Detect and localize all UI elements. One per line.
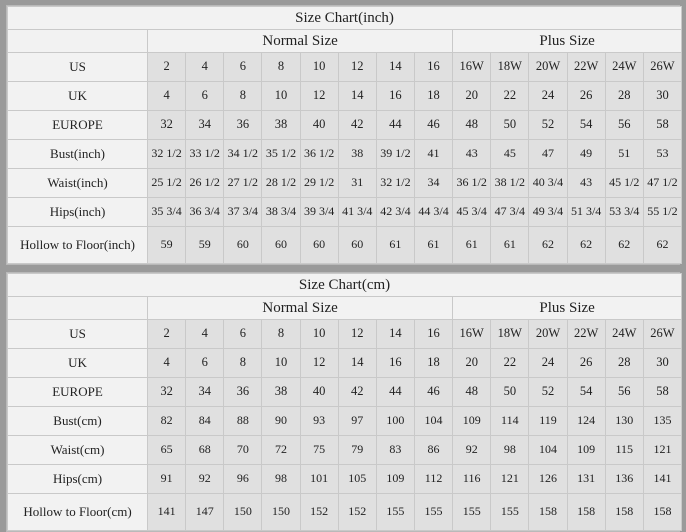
table-cell: 158 [529, 494, 567, 531]
table-cell: 24W [605, 320, 643, 349]
table-cell: 38 3/4 [262, 198, 300, 227]
table-cell: 34 [186, 111, 224, 140]
table-cell: 150 [262, 494, 300, 531]
table-cell: 131 [567, 465, 605, 494]
table-row [8, 378, 682, 407]
table-cell: 155 [491, 494, 529, 531]
table-cell: 52 [529, 111, 567, 140]
table-cell: 34 [414, 169, 452, 198]
table-cell: 155 [376, 494, 414, 531]
table-cell: 104 [529, 436, 567, 465]
table-row [8, 465, 682, 494]
table-cell: 36 1/2 [300, 140, 338, 169]
table-cell: 135 [643, 407, 681, 436]
table-cell: 27 1/2 [224, 169, 262, 198]
table-cell: 18 [414, 349, 452, 378]
table-cell: 121 [491, 465, 529, 494]
table-cell: 51 3/4 [567, 198, 605, 227]
chart-title: Size Chart(cm) [8, 274, 682, 297]
table-cell: 16W [453, 320, 491, 349]
row-label: Hollow to Floor(cm) [8, 494, 148, 531]
table-cell: 34 1/2 [224, 140, 262, 169]
table-cell: 59 [148, 227, 186, 264]
table-cell: 6 [186, 82, 224, 111]
table-cell: 109 [567, 436, 605, 465]
table-cell: 4 [148, 82, 186, 111]
table-cell: 49 3/4 [529, 198, 567, 227]
table-cell: 38 [338, 140, 376, 169]
table-cell: 62 [605, 227, 643, 264]
table-cell: 26W [643, 320, 681, 349]
table-cell: 100 [376, 407, 414, 436]
table-cell: 60 [338, 227, 376, 264]
table-cell: 136 [605, 465, 643, 494]
table-cell: 18W [491, 53, 529, 82]
table-cell: 93 [300, 407, 338, 436]
table-cell: 124 [567, 407, 605, 436]
table-cell: 24W [605, 53, 643, 82]
table-cell: 75 [300, 436, 338, 465]
table-cell: 60 [300, 227, 338, 264]
table-cell: 22W [567, 320, 605, 349]
table-cell: 62 [567, 227, 605, 264]
table-cell: 83 [376, 436, 414, 465]
table-cell: 43 [567, 169, 605, 198]
table-cell: 59 [186, 227, 224, 264]
row-label: Waist(inch) [8, 169, 148, 198]
table-cell: 61 [453, 227, 491, 264]
table-cell: 30 [643, 82, 681, 111]
table-cell: 40 [300, 111, 338, 140]
table-cell: 36 [224, 378, 262, 407]
table-cell: 39 3/4 [300, 198, 338, 227]
table-cell: 4 [186, 53, 224, 82]
table-cell: 29 1/2 [300, 169, 338, 198]
table-cell: 42 3/4 [376, 198, 414, 227]
table-cell: 56 [605, 378, 643, 407]
table-cell: 41 3/4 [338, 198, 376, 227]
row-label: Hollow to Floor(inch) [8, 227, 148, 264]
group-header-normal: Normal Size [148, 30, 453, 53]
table-cell: 6 [224, 53, 262, 82]
table-cell: 158 [605, 494, 643, 531]
table-cell: 72 [262, 436, 300, 465]
table-cell: 16 [376, 82, 414, 111]
table-row [8, 198, 682, 227]
table-cell: 119 [529, 407, 567, 436]
table-cell: 70 [224, 436, 262, 465]
table-cell: 36 [224, 111, 262, 140]
row-label: Waist(cm) [8, 436, 148, 465]
table-cell: 35 1/2 [262, 140, 300, 169]
table-cell: 130 [605, 407, 643, 436]
group-header-normal: Normal Size [148, 297, 453, 320]
table-cell: 98 [491, 436, 529, 465]
table-cell: 65 [148, 436, 186, 465]
table-cell: 68 [186, 436, 224, 465]
table-row [8, 169, 682, 198]
table-cell: 116 [453, 465, 491, 494]
table-cell: 91 [148, 465, 186, 494]
table-cell: 84 [186, 407, 224, 436]
table-cell: 150 [224, 494, 262, 531]
table-cell: 79 [338, 436, 376, 465]
table-cell: 62 [643, 227, 681, 264]
table-cell: 60 [224, 227, 262, 264]
table-cell: 39 1/2 [376, 140, 414, 169]
row-label: UK [8, 349, 148, 378]
table-cell: 52 [529, 378, 567, 407]
table-cell: 10 [300, 320, 338, 349]
table-cell: 38 1/2 [491, 169, 529, 198]
table-cell: 32 [148, 111, 186, 140]
table-cell: 20W [529, 53, 567, 82]
table-cell: 92 [453, 436, 491, 465]
table-cell: 16 [414, 320, 452, 349]
chart-title: Size Chart(inch) [8, 7, 682, 30]
row-label: Hips(cm) [8, 465, 148, 494]
table-cell: 14 [376, 53, 414, 82]
table-cell: 47 1/2 [643, 169, 681, 198]
table-cell: 32 [148, 378, 186, 407]
table-cell: 155 [453, 494, 491, 531]
table-cell: 62 [529, 227, 567, 264]
table-cell: 46 [414, 111, 452, 140]
table-cell: 16 [376, 349, 414, 378]
table-cell: 25 1/2 [148, 169, 186, 198]
table-cell: 48 [453, 111, 491, 140]
table-cell: 6 [186, 349, 224, 378]
table-cell: 147 [186, 494, 224, 531]
table-cell: 16W [453, 53, 491, 82]
group-header-plus: Plus Size [453, 297, 682, 320]
table-cell: 32 1/2 [148, 140, 186, 169]
table-row [8, 320, 682, 349]
table-row [8, 111, 682, 140]
table-cell: 30 [643, 349, 681, 378]
row-label: Bust(cm) [8, 407, 148, 436]
table-cell: 2 [148, 53, 186, 82]
table-cell: 109 [376, 465, 414, 494]
table-cell: 158 [643, 494, 681, 531]
table-cell: 121 [643, 436, 681, 465]
table-cell: 38 [262, 378, 300, 407]
table-cell: 45 1/2 [605, 169, 643, 198]
table-cell: 6 [224, 320, 262, 349]
table-cell: 28 [605, 82, 643, 111]
table-cell: 54 [567, 111, 605, 140]
table-cell: 88 [224, 407, 262, 436]
table-cell: 48 [453, 378, 491, 407]
table-cell: 104 [414, 407, 452, 436]
table-cell: 22 [491, 349, 529, 378]
table-cell: 54 [567, 378, 605, 407]
table-cell: 10 [262, 349, 300, 378]
table-cell: 50 [491, 378, 529, 407]
table-cell: 42 [338, 111, 376, 140]
table-cell: 18W [491, 320, 529, 349]
table-cell: 90 [262, 407, 300, 436]
size-chart-cm [6, 272, 680, 532]
table-cell: 86 [414, 436, 452, 465]
table-cell: 24 [529, 82, 567, 111]
table-cell: 46 [414, 378, 452, 407]
table-cell: 61 [376, 227, 414, 264]
table-cell: 35 3/4 [148, 198, 186, 227]
table-cell: 8 [224, 82, 262, 111]
group-header-plus: Plus Size [453, 30, 682, 53]
table-cell: 10 [300, 53, 338, 82]
table-cell: 37 3/4 [224, 198, 262, 227]
table-cell: 26 1/2 [186, 169, 224, 198]
table-cell: 126 [529, 465, 567, 494]
row-label: Hips(inch) [8, 198, 148, 227]
table-cell: 53 [643, 140, 681, 169]
table-cell: 44 [376, 378, 414, 407]
table-cell: 12 [300, 82, 338, 111]
table-cell: 61 [491, 227, 529, 264]
table-cell: 36 3/4 [186, 198, 224, 227]
table-cell: 45 3/4 [453, 198, 491, 227]
table-cell: 141 [148, 494, 186, 531]
table-cell: 20W [529, 320, 567, 349]
row-label: US [8, 53, 148, 82]
table-cell: 16 [414, 53, 452, 82]
table-cell: 105 [338, 465, 376, 494]
table-cell: 55 1/2 [643, 198, 681, 227]
table-cell: 61 [414, 227, 452, 264]
row-label: Bust(inch) [8, 140, 148, 169]
table-cell: 31 [338, 169, 376, 198]
table-row [8, 140, 682, 169]
row-label: EUROPE [8, 111, 148, 140]
table-cell: 109 [453, 407, 491, 436]
table-cell: 12 [300, 349, 338, 378]
table-cell: 115 [605, 436, 643, 465]
table-cell: 58 [643, 378, 681, 407]
table-cell: 44 3/4 [414, 198, 452, 227]
table-row [8, 436, 682, 465]
table-cell: 51 [605, 140, 643, 169]
table-cell: 53 3/4 [605, 198, 643, 227]
group-row-corner [8, 297, 148, 320]
table-cell: 45 [491, 140, 529, 169]
table-cell: 49 [567, 140, 605, 169]
table-cell: 152 [300, 494, 338, 531]
table-row [8, 349, 682, 378]
size-table-inch [7, 6, 682, 264]
table-cell: 22 [491, 82, 529, 111]
table-row [8, 494, 682, 531]
table-cell: 28 1/2 [262, 169, 300, 198]
table-cell: 98 [262, 465, 300, 494]
table-cell: 97 [338, 407, 376, 436]
table-cell: 4 [148, 349, 186, 378]
table-cell: 8 [262, 53, 300, 82]
table-cell: 92 [186, 465, 224, 494]
table-cell: 14 [338, 349, 376, 378]
table-cell: 12 [338, 320, 376, 349]
table-cell: 43 [453, 140, 491, 169]
table-row [8, 53, 682, 82]
table-cell: 20 [453, 349, 491, 378]
table-cell: 26 [567, 349, 605, 378]
table-cell: 18 [414, 82, 452, 111]
table-cell: 50 [491, 111, 529, 140]
table-row [8, 82, 682, 111]
table-cell: 40 3/4 [529, 169, 567, 198]
table-cell: 155 [414, 494, 452, 531]
table-row [8, 227, 682, 264]
table-cell: 14 [338, 82, 376, 111]
table-cell: 56 [605, 111, 643, 140]
row-label: US [8, 320, 148, 349]
table-cell: 101 [300, 465, 338, 494]
table-cell: 47 3/4 [491, 198, 529, 227]
table-cell: 22W [567, 53, 605, 82]
table-cell: 4 [186, 320, 224, 349]
table-cell: 24 [529, 349, 567, 378]
group-row-corner [8, 30, 148, 53]
table-cell: 60 [262, 227, 300, 264]
table-cell: 112 [414, 465, 452, 494]
table-cell: 58 [643, 111, 681, 140]
table-cell: 82 [148, 407, 186, 436]
table-cell: 44 [376, 111, 414, 140]
table-cell: 26 [567, 82, 605, 111]
size-table-cm [7, 273, 682, 531]
table-cell: 20 [453, 82, 491, 111]
table-cell: 47 [529, 140, 567, 169]
table-cell: 38 [262, 111, 300, 140]
table-cell: 158 [567, 494, 605, 531]
table-cell: 12 [338, 53, 376, 82]
table-cell: 10 [262, 82, 300, 111]
table-cell: 41 [414, 140, 452, 169]
row-label: EUROPE [8, 378, 148, 407]
table-cell: 8 [224, 349, 262, 378]
table-cell: 114 [491, 407, 529, 436]
size-chart-inch [6, 5, 680, 265]
table-cell: 96 [224, 465, 262, 494]
table-cell: 32 1/2 [376, 169, 414, 198]
table-cell: 33 1/2 [186, 140, 224, 169]
table-cell: 42 [338, 378, 376, 407]
table-cell: 152 [338, 494, 376, 531]
table-cell: 36 1/2 [453, 169, 491, 198]
table-cell: 2 [148, 320, 186, 349]
table-cell: 40 [300, 378, 338, 407]
table-cell: 141 [643, 465, 681, 494]
table-cell: 26W [643, 53, 681, 82]
table-cell: 34 [186, 378, 224, 407]
table-cell: 8 [262, 320, 300, 349]
row-label: UK [8, 82, 148, 111]
table-cell: 14 [376, 320, 414, 349]
table-cell: 28 [605, 349, 643, 378]
table-row [8, 407, 682, 436]
